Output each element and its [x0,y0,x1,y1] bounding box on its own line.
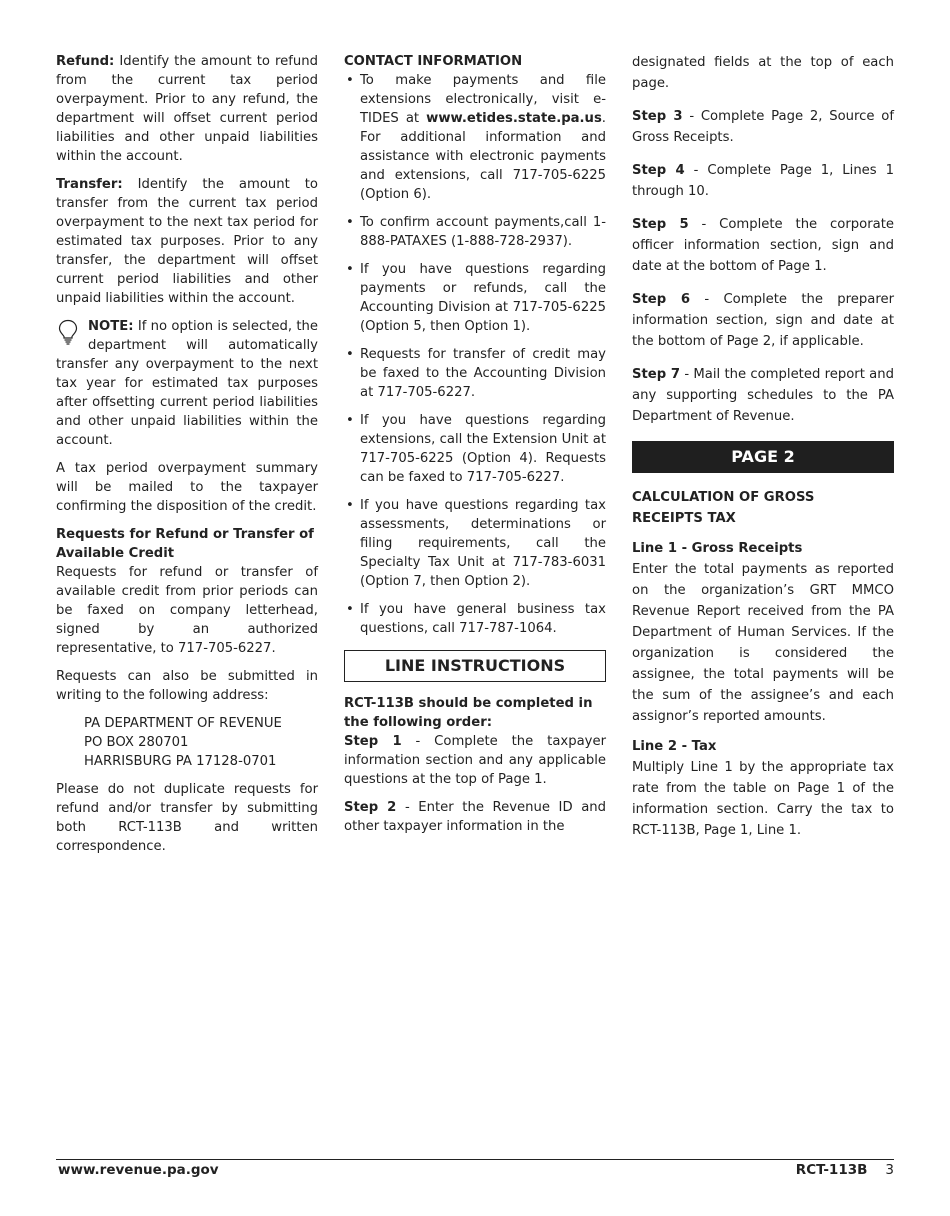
note-text: If no option is selected, the department will automatically transfer any overpayment to the next tax year for estimated tax purposes after offsetting current period liabilities and other unpaid liabilities within the account. [56,319,318,448]
step-text: - Complete Page 2, Source of Gross Receipts. [632,109,895,145]
transfer-label: Transfer: [56,177,123,192]
step-label: Step 6 [632,292,691,307]
contact-text: . For additional information and assistance with electronic payments and extensions, call 717-705-6225 (Option 6). [360,111,606,202]
refund-label: Refund: [56,54,115,69]
mailing-address [84,714,318,771]
summary-paragraph: A tax period overpayment summary will be mailed to the taxpayer confirming the disposition of the credit. [56,461,318,514]
calc-heading [632,487,894,529]
refund-text: Identify the amount to refund from the current tax period overpayment. Prior to any refund, the department will offset current period liabilities and other unpaid liabilities within the account. [56,54,318,164]
lightbulb-icon [56,319,80,345]
step-4 [632,160,894,202]
column-left [56,52,318,865]
address-line: HARRISBURG PA 17128-0701 [84,754,277,769]
contact-text: To make payments and file extensions electronically, visit e-TIDES at [360,73,606,126]
line-1-heading: Line 1 - Gross Receipts [632,541,803,556]
bullet-icon: • [346,347,354,362]
column-middle [344,52,606,845]
page-number: 3 [885,1162,894,1178]
column-right [632,52,894,850]
contact-list [344,71,606,638]
step-2-continued: designated fields at the top of each page. [632,55,894,91]
contact-text: Requests for transfer of credit may be faxed to the Accounting Division at 717-705-6227. [360,347,606,400]
step-6 [632,289,894,352]
bullet-icon: • [346,262,354,277]
footer-form-info [796,1162,894,1178]
step-1 [344,732,606,789]
list-item [344,260,606,336]
requests-paragraph: Requests for refund or transfer of available credit from prior periods can be faxed on company letterhead, signed by an authorized representative, to 717-705-6227. [56,565,318,656]
footer-divider [56,1159,894,1160]
step-3 [632,106,894,148]
note-label: NOTE: [88,319,134,334]
address-line: PO BOX 280701 [84,735,189,750]
step-label: Step 5 [632,217,689,232]
step-text: - Enter the Revenue ID and other taxpayer information in the [344,800,607,834]
bullet-icon: • [346,73,354,88]
step-label: Step 7 [632,367,681,382]
etides-link[interactable]: www.etides.state.pa.us [426,111,602,126]
contact-text: If you have general business tax questions, call 717-787-1064. [360,602,606,636]
page-2-title: PAGE 2 [632,441,894,473]
list-item [344,600,606,638]
duplicate-paragraph: Please do not duplicate requests for refund and/or transfer by submitting both RCT-113B and written correspondence. [56,782,318,854]
list-item [344,71,606,204]
step-label: Step 2 [344,800,397,815]
contact-text: To confirm account payments,call 1-888-PATAXES (1-888-728-2937). [360,215,606,249]
contact-text: If you have questions regarding extensions, call the Extension Unit at 717-705-6225 (Option 4). Requests can be faxed to 717-705-6227. [360,413,606,485]
bullet-icon: • [346,498,354,513]
bullet-icon: • [346,215,354,230]
transfer-paragraph [56,175,318,308]
step-label: Step 4 [632,163,685,178]
step-text: - Complete the taxpayer information section and any applicable questions at the top of Page 1. [344,734,607,787]
step-text: - Mail the completed report and any supporting schedules to the PA Department of Revenue. [632,367,894,424]
list-item [344,213,606,251]
address-line: PA DEPARTMENT OF REVENUE [84,716,282,731]
writing-paragraph: Requests can also be submitted in writing to the following address: [56,669,318,703]
footer-form-name: RCT-113B [795,1162,868,1178]
step-text: - Complete Page 1, Lines 1 through 10. [632,163,895,199]
step-5 [632,214,894,277]
step-2 [344,798,606,836]
bullet-icon: • [346,413,354,428]
contact-heading: CONTACT INFORMATION [344,54,523,69]
step-label: Step 1 [344,734,402,749]
list-item [344,496,606,591]
contact-text: If you have questions regarding payments or refunds, call the Accounting Division at 717-705-6225 (Option 5, then Option 1). [360,262,606,334]
order-heading: RCT-113B should be completed in the following order: [344,696,593,730]
note-paragraph [56,317,318,450]
step-text: - Complete the preparer information section, sign and date at the bottom of Page 2, if applicable. [632,292,894,349]
line-2-heading: Line 2 - Tax [632,739,717,754]
bullet-icon: • [346,602,354,617]
list-item [344,411,606,487]
refund-paragraph [56,52,318,166]
list-item [344,345,606,402]
requests-heading: Requests for Refund or Transfer of Available Credit [56,527,314,561]
transfer-text: Identify the amount to transfer from the current tax period overpayment to the next tax period for estimated tax purposes. Prior to any transfer, the department will offset current period liabilities and other unpaid liabilities within the account. [56,177,318,306]
line-instructions-title: LINE INSTRUCTIONS [344,650,606,682]
step-text: - Complete the corporate officer information section, sign and date at the bottom of Page 1. [632,217,894,274]
calc-heading-line: RECEIPTS TAX [632,511,736,526]
calc-heading-line: CALCULATION OF GROSS [632,490,815,505]
footer-website[interactable]: www.revenue.pa.gov [58,1162,219,1178]
line-1-text: Enter the total payments as reported on the organization’s GRT MMCO Revenue Report received from the PA Department of Human Services. If the organization is considered the assignee, the total payments will be the sum of the assignee’s and each assignor’s reported amounts. [632,562,894,724]
line-2-text: Multiply Line 1 by the appropriate tax rate from the table on Page 1 of the information section. Carry the tax to RCT-113B, Page 1, Line 1. [632,760,894,838]
step-7 [632,364,894,427]
step-label: Step 3 [632,109,683,124]
contact-text: If you have questions regarding tax assessments, determinations or filing requirements, call the Specialty Tax Unit at 717-783-6031 (Option 7, then Option 2). [360,498,606,589]
